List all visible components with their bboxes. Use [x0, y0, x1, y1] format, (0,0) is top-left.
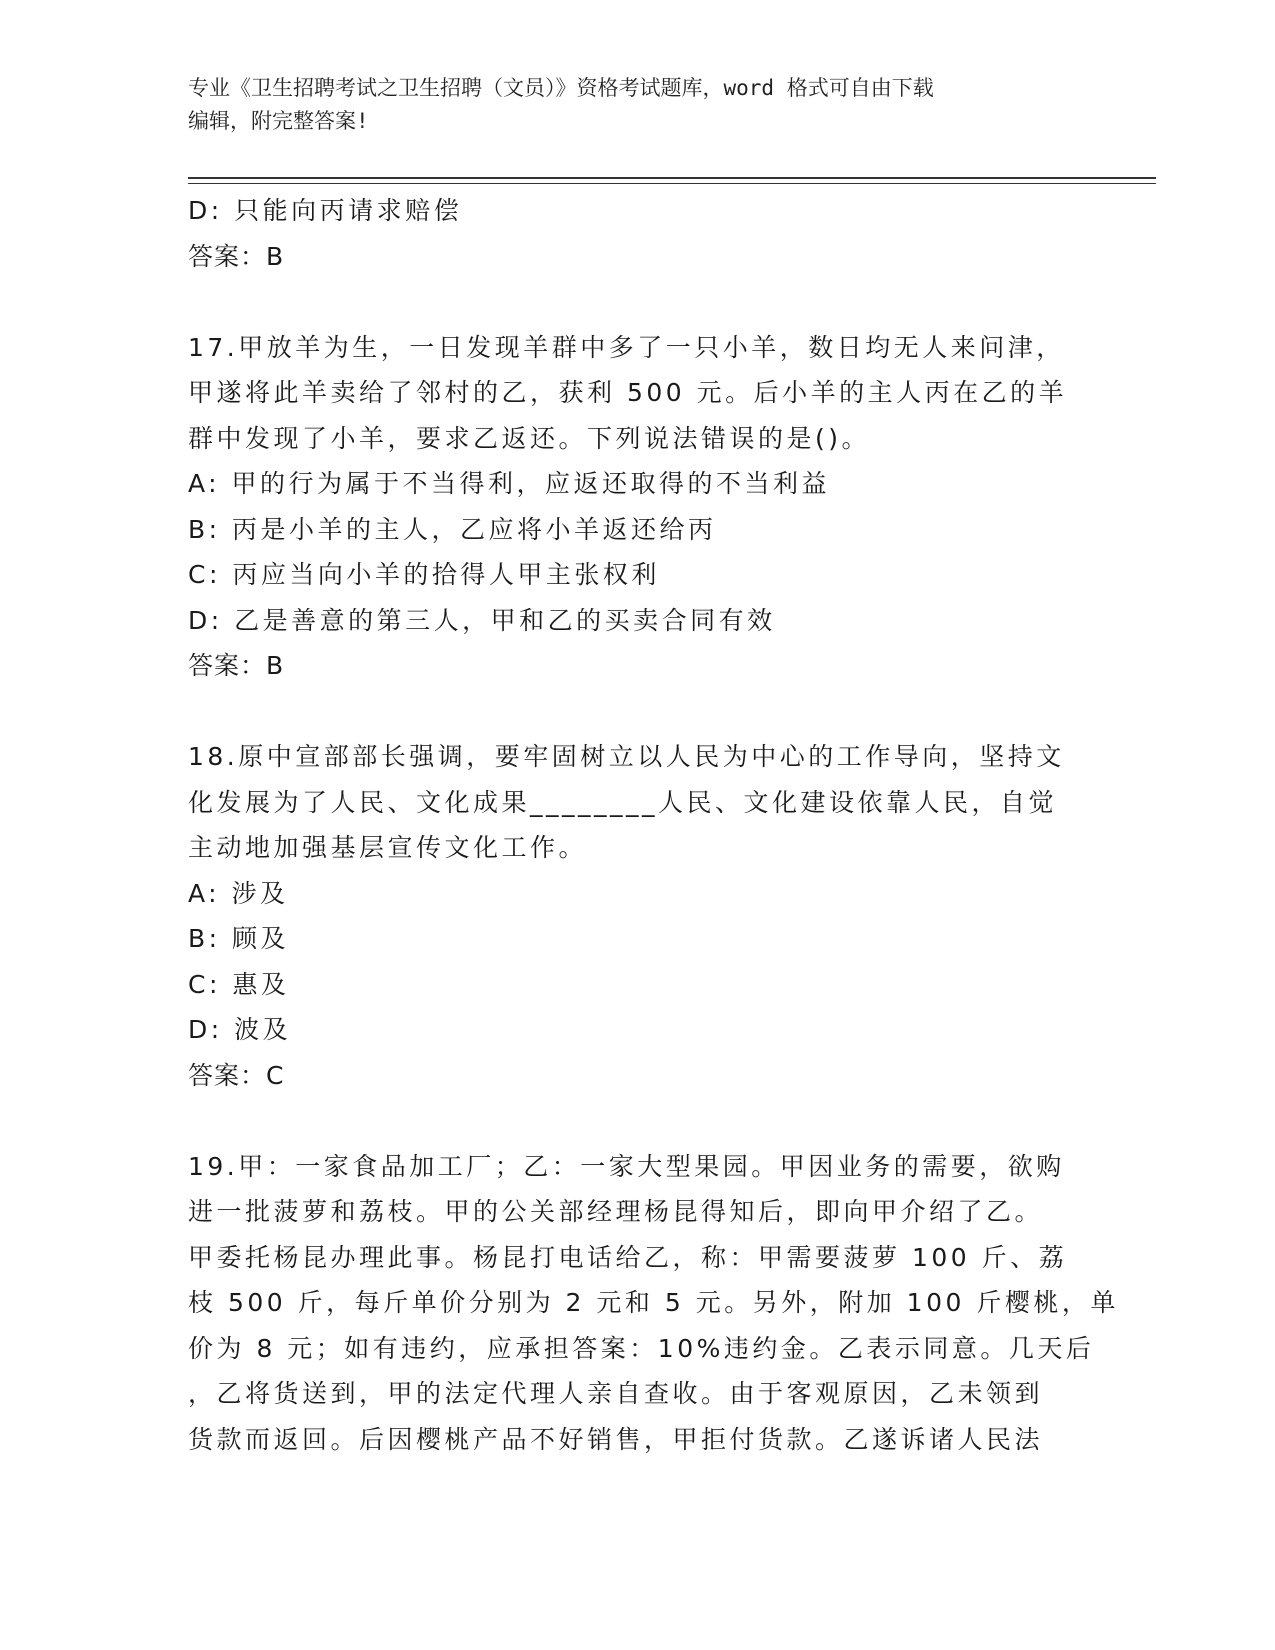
document-body	[188, 188, 1119, 1462]
question-19-line-3: 甲委托杨昆办理此事。杨昆打电话给乙，称：甲需要菠萝 100 斤、荔	[188, 1242, 1068, 1272]
question-18-option-b: B: 顾及	[188, 924, 290, 953]
question-18-option-c: C: 惠及	[188, 969, 290, 999]
question-17-line-2: 甲遂将此羊卖给了邻村的乙，获利 500 元。后小羊的主人丙在乙的羊	[188, 378, 1068, 407]
question-17-option-c: C: 丙应当向小羊的拾得人甲主张权利	[188, 560, 660, 589]
question-17-option-a: A: 甲的行为属于不当得利，应返还取得的不当利益	[188, 469, 831, 498]
question-19-line-1: 19.甲：一家食品加工厂；乙：一家大型果园。甲因业务的需要，欲购	[188, 1151, 1065, 1181]
header-line-2: 编辑，附完整答案!	[188, 109, 369, 133]
question-19-line-6: ，乙将货送到，甲的法定代理人亲自查收。由于客观原因，乙未领到	[188, 1379, 1044, 1408]
question-17-option-b: B: 丙是小羊的主人，乙应将小羊返还给丙	[188, 514, 717, 544]
question-19-line-7: 货款而返回。后因樱桃产品不好销售，甲拒付货款。乙遂诉诸人民法	[188, 1424, 1044, 1454]
question-18-line-2: 化发展为了人民、文化成果________人民、文化建设依靠人民，自觉	[188, 787, 1058, 817]
header-divider-thin	[188, 183, 1156, 184]
question-17-answer: 答案：B	[188, 651, 285, 680]
header-line-1: 专业《卫生招聘考试之卫生招聘（文员）》资格考试题库，word 格式可自由下载	[188, 76, 934, 100]
question-17-line-3: 群中发现了小羊，要求乙返还。下列说法错误的是()。	[188, 423, 871, 453]
question-18-line-1: 18.原中宣部部长强调，要牢固树立以人民为中心的工作导向，坚持文	[188, 742, 1065, 771]
question-17-line-1: 17.甲放羊为生，一日发现羊群中多了一只小羊，数日均无人来问津，	[188, 332, 1065, 362]
question-18-option-d: D: 波及	[188, 1015, 292, 1044]
spacer	[188, 1098, 1088, 1144]
question-19-line-4: 枝 500 斤，每斤单价分别为 2 元和 5 元。另外，附加 100 斤樱桃，单	[188, 1288, 1119, 1317]
question-19-line-5: 价为 8 元；如有违约，应承担答案：10%违约金。乙表示同意。几天后	[188, 1333, 1095, 1363]
spacer	[188, 689, 1088, 735]
header-divider-thick	[188, 177, 1156, 179]
question-17-option-d: D: 乙是善意的第三人，甲和乙的买卖合同有效	[188, 605, 776, 635]
question-18-line-3: 主动地加强基层宣传文化工作。	[188, 833, 588, 862]
question-18-answer: 答案：C	[188, 1060, 285, 1090]
question-19-line-2: 进一批菠萝和荔枝。甲的公关部经理杨昆得知后，即向甲介绍了乙。	[188, 1197, 1044, 1226]
spacer	[188, 279, 1088, 325]
previous-question-option-d: D: 只能向丙请求赔偿	[188, 196, 463, 225]
document-header	[188, 72, 1088, 138]
question-18-option-a: A: 涉及	[188, 878, 289, 908]
previous-question-answer: 答案：B	[188, 241, 285, 271]
